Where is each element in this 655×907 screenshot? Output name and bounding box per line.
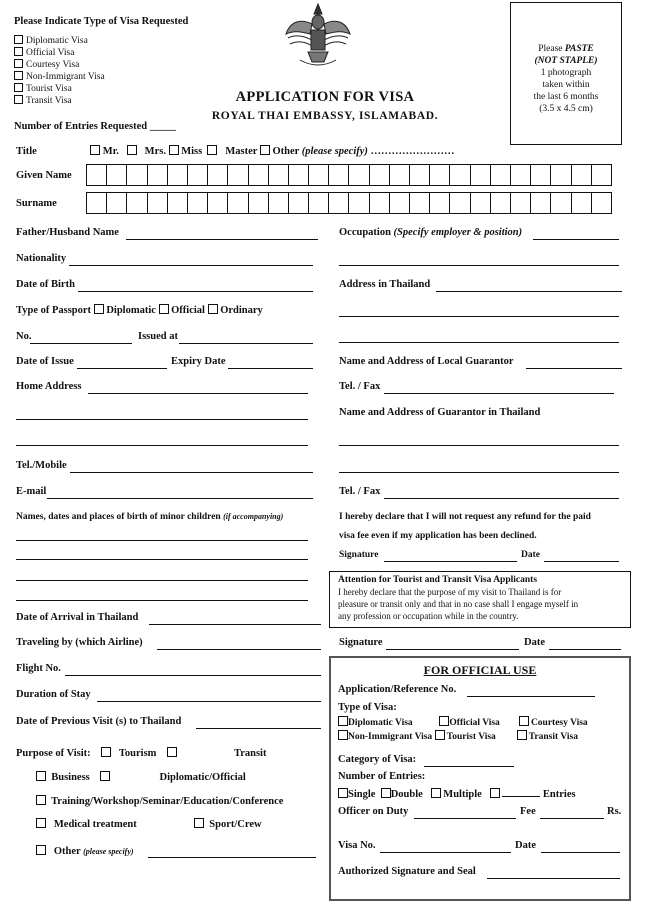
occupation-row xyxy=(339,227,522,238)
attention-signature-label: Signature xyxy=(339,637,383,648)
letter-cell[interactable] xyxy=(551,165,571,185)
letter-cell[interactable] xyxy=(572,165,592,185)
label-transit: Transit xyxy=(233,748,267,759)
fee-field[interactable] xyxy=(540,818,604,819)
purpose-label: Purpose of Visit: xyxy=(16,748,91,759)
label-business: Business xyxy=(51,772,90,783)
letter-cell[interactable] xyxy=(410,165,430,185)
letter-cell[interactable] xyxy=(87,193,107,213)
label-diplomatic-official: Diplomatic/Official xyxy=(159,772,246,783)
checkbox-off-official[interactable] xyxy=(439,716,449,726)
label-single: Single xyxy=(348,789,376,800)
official-use-heading: FOR OFFICIAL USE xyxy=(423,663,537,677)
checkbox-sport[interactable] xyxy=(194,818,204,828)
tel-mobile-label: Tel./Mobile xyxy=(16,460,67,471)
expiry-label: Expiry Date xyxy=(171,356,226,367)
letter-cell[interactable] xyxy=(148,193,168,213)
given-name-label: Given Name xyxy=(16,170,72,181)
checkbox-training[interactable] xyxy=(36,795,46,805)
label-master: Master xyxy=(225,146,258,157)
surname-label: Surname xyxy=(16,198,57,209)
purpose-row-3 xyxy=(36,795,283,807)
attention-line: any profession or occupation while in the country. xyxy=(338,611,519,621)
label-passport-official: Official xyxy=(171,305,205,316)
dotted-line[interactable]: …………………… xyxy=(370,146,455,157)
local-guarantor-label: Name and Address of Local Guarantor xyxy=(339,356,514,367)
option-label: Courtesy Visa xyxy=(26,60,80,70)
purpose-row xyxy=(16,747,266,759)
letter-cell[interactable] xyxy=(390,165,410,185)
thai-emblem-garuda xyxy=(282,0,354,70)
photo-text: taken within xyxy=(542,80,590,90)
letter-cell[interactable] xyxy=(511,193,531,213)
letter-cell[interactable] xyxy=(592,193,611,213)
passport-type-row xyxy=(16,304,263,316)
home-address-field[interactable] xyxy=(88,393,308,394)
date-issue-field[interactable] xyxy=(77,368,167,369)
official-date-label: Date xyxy=(515,840,536,851)
other-purpose-field[interactable] xyxy=(148,857,316,858)
official-type-row-1 xyxy=(338,716,588,728)
letter-cell[interactable] xyxy=(208,193,228,213)
visa-type-options xyxy=(14,35,105,107)
option-label: Non-Immigrant Visa xyxy=(26,72,105,82)
prev-visit-label: Date of Previous Visit (s) to Thailand xyxy=(16,716,182,727)
letter-cell[interactable] xyxy=(168,165,188,185)
form-subtitle: ROYAL THAI EMBASSY, ISLAMABAD. xyxy=(211,110,439,122)
nationality-label: Nationality xyxy=(16,253,67,264)
minors-note: (if accompanying) xyxy=(223,512,284,521)
purpose-row-2 xyxy=(36,771,246,783)
declare-line-1: I hereby declare that I will not request any refund for the paid xyxy=(339,512,591,522)
checkbox-medical[interactable] xyxy=(36,818,46,828)
letter-cell[interactable] xyxy=(329,193,349,213)
prev-visit-field[interactable] xyxy=(196,728,321,729)
letter-cell[interactable] xyxy=(551,193,571,213)
visa-option-transit[interactable] xyxy=(14,95,105,107)
visa-option-courtesy[interactable] xyxy=(14,59,105,71)
photo-text: the last 6 months xyxy=(533,92,599,102)
letter-cell[interactable] xyxy=(329,165,349,185)
letter-cell[interactable] xyxy=(390,193,410,213)
label-sport: Sport/Crew xyxy=(209,819,262,830)
letter-cell[interactable] xyxy=(107,165,127,185)
label-off-nonimm: Non-Immigrant Visa xyxy=(348,732,433,742)
passport-no-label: No. xyxy=(16,331,32,342)
duration-label: Duration of Stay xyxy=(16,689,91,700)
checkbox-other[interactable] xyxy=(260,145,270,155)
photo-text: (NOT STAPLE) xyxy=(534,56,598,66)
letter-cell[interactable] xyxy=(87,165,107,185)
form-title: APPLICATION FOR VISA xyxy=(235,89,415,105)
letter-cell[interactable] xyxy=(430,165,450,185)
letter-cell[interactable] xyxy=(127,165,147,185)
visa-option-non-immigrant[interactable] xyxy=(14,71,105,83)
occupation-note: (Specify employer & position) xyxy=(393,227,523,238)
visa-no-field[interactable] xyxy=(380,852,511,853)
letter-cell[interactable] xyxy=(208,165,228,185)
letter-cell[interactable] xyxy=(188,165,208,185)
email-label: E-mail xyxy=(16,486,47,497)
attention-line: pleasure or transit only and that in no case shall I engage myself in xyxy=(338,599,579,609)
letter-cell[interactable] xyxy=(168,193,188,213)
letter-cell[interactable] xyxy=(370,165,390,185)
photo-box[interactable] xyxy=(510,2,622,145)
attention-heading: Attention for Tourist and Transit Visa Applicants xyxy=(338,575,538,585)
letter-cell[interactable] xyxy=(228,193,248,213)
option-label: Diplomatic Visa xyxy=(26,36,88,46)
label-mrs: Mrs. xyxy=(144,146,166,157)
home-address-label: Home Address xyxy=(16,381,82,392)
nationality-field[interactable] xyxy=(69,265,313,266)
rs-label: Rs. xyxy=(607,806,622,817)
father-label: Father/Husband Name xyxy=(16,227,119,238)
checkbox-single[interactable] xyxy=(338,788,348,798)
declare-line-2: visa fee even if my application has been declined. xyxy=(339,531,537,541)
checkbox-entries[interactable] xyxy=(490,788,500,798)
photo-text: 1 photograph xyxy=(540,68,592,78)
official-type-row-2 xyxy=(338,730,578,742)
other-purpose-note: (please specify) xyxy=(83,847,134,856)
checkbox[interactable] xyxy=(14,47,23,56)
letter-cell[interactable] xyxy=(450,193,470,213)
checkbox-passport-ordinary[interactable] xyxy=(208,304,218,314)
visa-type-heading: Please Indicate Type of Visa Requested xyxy=(14,16,189,27)
checkbox-mr[interactable] xyxy=(90,145,100,155)
letter-cell[interactable] xyxy=(410,193,430,213)
letter-cell[interactable] xyxy=(309,193,329,213)
letter-cell[interactable] xyxy=(309,165,329,185)
letter-cell[interactable] xyxy=(430,193,450,213)
letter-cell[interactable] xyxy=(269,165,289,185)
checkbox-off-nonimm[interactable] xyxy=(338,730,348,740)
minors-line[interactable] xyxy=(16,540,308,541)
label-passport-diplomatic: Diplomatic xyxy=(106,305,156,316)
label-double: Double xyxy=(390,789,423,800)
option-label: Transit Visa xyxy=(26,96,72,106)
visa-option-official[interactable] xyxy=(14,47,105,59)
letter-cell[interactable] xyxy=(228,165,248,185)
occupation-field[interactable] xyxy=(533,239,619,240)
letter-cell[interactable] xyxy=(491,193,511,213)
label-passport-ordinary: Ordinary xyxy=(220,305,263,316)
label-tourism: Tourism xyxy=(118,748,157,759)
checkbox-double[interactable] xyxy=(381,788,391,798)
date-field[interactable] xyxy=(544,561,619,562)
title-row xyxy=(16,145,455,157)
letter-cell[interactable] xyxy=(107,193,127,213)
address-thai-field[interactable] xyxy=(436,291,622,292)
checkbox-tourism[interactable] xyxy=(101,747,111,757)
given-name-grid[interactable] xyxy=(86,164,612,186)
letter-cell[interactable] xyxy=(289,165,309,185)
passport-no-field[interactable] xyxy=(30,343,132,344)
dob-field[interactable] xyxy=(78,291,313,292)
letter-cell[interactable] xyxy=(531,165,551,185)
visa-no-label: Visa No. xyxy=(338,840,376,851)
letter-cell[interactable] xyxy=(471,165,491,185)
letter-cell[interactable] xyxy=(349,193,369,213)
guarantor-thai-label: Name and Address of Guarantor in Thailand xyxy=(339,407,541,418)
label-miss: Miss xyxy=(181,146,203,157)
flight-label: Flight No. xyxy=(16,663,61,674)
checkbox[interactable] xyxy=(14,71,23,80)
photo-text: Please xyxy=(538,44,563,54)
category-field[interactable] xyxy=(424,766,514,767)
checkbox-other-purpose[interactable] xyxy=(36,845,46,855)
home-address-line[interactable] xyxy=(16,419,308,420)
label-off-courtesy: Courtesy Visa xyxy=(530,718,588,728)
traveling-label: Traveling by (which Airline) xyxy=(16,637,143,648)
tel-fax-label: Tel. / Fax xyxy=(339,381,381,392)
fee-label: Fee xyxy=(520,806,536,817)
email-field[interactable] xyxy=(47,498,313,499)
checkbox-miss[interactable] xyxy=(169,145,179,155)
tel-fax-2-label: Tel. / Fax xyxy=(339,486,381,497)
occupation-label: Occupation xyxy=(339,227,391,238)
photo-text: (3.5 x 4.5 cm) xyxy=(539,104,593,114)
issued-at-label: Issued at xyxy=(138,331,178,342)
letter-cell[interactable] xyxy=(572,193,592,213)
label-off-diplomatic: Diplomatic Visa xyxy=(348,718,413,728)
checkbox-off-diplomatic[interactable] xyxy=(338,716,348,726)
letter-cell[interactable] xyxy=(349,165,369,185)
minors-line[interactable] xyxy=(16,580,308,581)
label-off-tourist: Tourist Visa xyxy=(446,732,496,742)
letter-cell[interactable] xyxy=(491,165,511,185)
letter-cell[interactable] xyxy=(370,193,390,213)
address-thai-line[interactable] xyxy=(339,342,619,343)
checkbox[interactable] xyxy=(14,83,23,92)
flight-field[interactable] xyxy=(65,675,321,676)
letter-cell[interactable] xyxy=(148,165,168,185)
attention-date-label: Date xyxy=(524,637,545,648)
option-label: Official Visa xyxy=(26,48,75,58)
label-training: Training/Workshop/Seminar/Education/Conference xyxy=(51,796,284,807)
category-label: Category of Visa: xyxy=(338,754,417,765)
checkbox-multiple[interactable] xyxy=(431,788,441,798)
attention-date-field[interactable] xyxy=(549,649,621,650)
letter-cell[interactable] xyxy=(127,193,147,213)
checkbox-master-box[interactable] xyxy=(207,145,217,155)
label-other-purpose: Other xyxy=(53,846,81,857)
surname-grid[interactable] xyxy=(86,192,612,214)
father-field[interactable] xyxy=(126,239,318,240)
reference-field[interactable] xyxy=(467,696,595,697)
tel-fax-field[interactable] xyxy=(384,393,614,394)
auth-label: Authorized Signature and Seal xyxy=(338,866,476,877)
reference-label: Application/Reference No. xyxy=(338,684,457,695)
minors-row xyxy=(16,512,283,522)
label-off-transit: Transit Visa xyxy=(528,732,578,742)
issued-at-field[interactable] xyxy=(179,343,313,344)
auth-field[interactable] xyxy=(487,878,620,879)
photo-text-paste: PASTE xyxy=(564,44,594,54)
entries-requested[interactable]: Number of Entries Requested _____ xyxy=(14,121,176,132)
attention-signature-field[interactable] xyxy=(386,649,519,650)
officer-label: Officer on Duty xyxy=(338,806,409,817)
date-issue-label: Date of Issue xyxy=(16,356,74,367)
label-multiple: Multiple xyxy=(443,789,482,800)
checkbox[interactable] xyxy=(14,59,23,68)
dob-label: Date of Birth xyxy=(16,279,75,290)
checkbox[interactable] xyxy=(14,35,23,44)
letter-cell[interactable] xyxy=(188,193,208,213)
address-thai-line[interactable] xyxy=(339,316,619,317)
label-medical: Medical treatment xyxy=(53,819,137,830)
date-label: Date xyxy=(521,550,540,560)
visa-option-diplomatic[interactable] xyxy=(14,35,105,47)
checkbox-off-transit[interactable] xyxy=(517,730,527,740)
letter-cell[interactable] xyxy=(249,165,269,185)
num-entries-row xyxy=(338,788,576,800)
official-type-label: Type of Visa: xyxy=(338,702,397,713)
option-label: Tourist Visa xyxy=(26,84,72,94)
official-date-field[interactable] xyxy=(541,852,620,853)
letter-cell[interactable] xyxy=(249,193,269,213)
letter-cell[interactable] xyxy=(450,165,470,185)
num-entries-label: Number of Entries: xyxy=(338,771,426,782)
checkbox[interactable] xyxy=(14,95,23,104)
arrival-field[interactable] xyxy=(149,624,321,625)
address-thai-label: Address in Thailand xyxy=(339,279,431,290)
expiry-field[interactable] xyxy=(228,368,313,369)
letter-cell[interactable] xyxy=(289,193,309,213)
checkbox-off-courtesy[interactable] xyxy=(519,716,529,726)
home-address-line[interactable] xyxy=(16,445,308,446)
checkbox-passport-official[interactable] xyxy=(159,304,169,314)
checkbox-transit[interactable] xyxy=(167,747,177,757)
guarantor-thai-line[interactable] xyxy=(339,445,619,446)
checkbox-diplomatic-official[interactable] xyxy=(100,771,110,781)
checkbox-mrs[interactable] xyxy=(127,145,137,155)
traveling-field[interactable] xyxy=(157,649,321,650)
title-label: Title xyxy=(16,146,37,157)
label-mr: Mr. xyxy=(102,146,119,157)
signature-label: Signature xyxy=(339,550,379,560)
passport-type-label: Type of Passport xyxy=(16,305,92,316)
occupation-line[interactable] xyxy=(339,265,619,266)
signature-field[interactable] xyxy=(384,561,517,562)
minors-line[interactable] xyxy=(16,559,308,560)
label-other: Other xyxy=(272,146,300,157)
guarantor-thai-line[interactable] xyxy=(339,472,619,473)
duration-field[interactable] xyxy=(97,701,321,702)
tel-fax-2-field[interactable] xyxy=(384,498,619,499)
local-guarantor-field[interactable] xyxy=(526,368,622,369)
label-entries: Entries xyxy=(542,789,576,800)
checkbox-off-tourist[interactable] xyxy=(435,730,445,740)
purpose-row-5 xyxy=(36,845,134,857)
minors-label: Names, dates and places of birth of minor children xyxy=(16,512,221,522)
visa-option-tourist[interactable] xyxy=(14,83,105,95)
purpose-row-4 xyxy=(36,818,262,830)
letter-cell[interactable] xyxy=(531,193,551,213)
letter-cell[interactable] xyxy=(511,165,531,185)
checkbox-passport-diplomatic[interactable] xyxy=(94,304,104,314)
checkbox-business[interactable] xyxy=(36,771,46,781)
letter-cell[interactable] xyxy=(471,193,491,213)
minors-line[interactable] xyxy=(16,600,308,601)
tel-mobile-field[interactable] xyxy=(70,472,313,473)
label-specify: (please specify) xyxy=(301,146,368,157)
arrival-label: Date of Arrival in Thailand xyxy=(16,612,139,623)
attention-line: I hereby declare that the purpose of my visit to Thailand is for xyxy=(338,587,562,597)
officer-field[interactable] xyxy=(414,818,516,819)
letter-cell[interactable] xyxy=(592,165,611,185)
label-off-official: Official Visa xyxy=(449,718,500,728)
letter-cell[interactable] xyxy=(269,193,289,213)
